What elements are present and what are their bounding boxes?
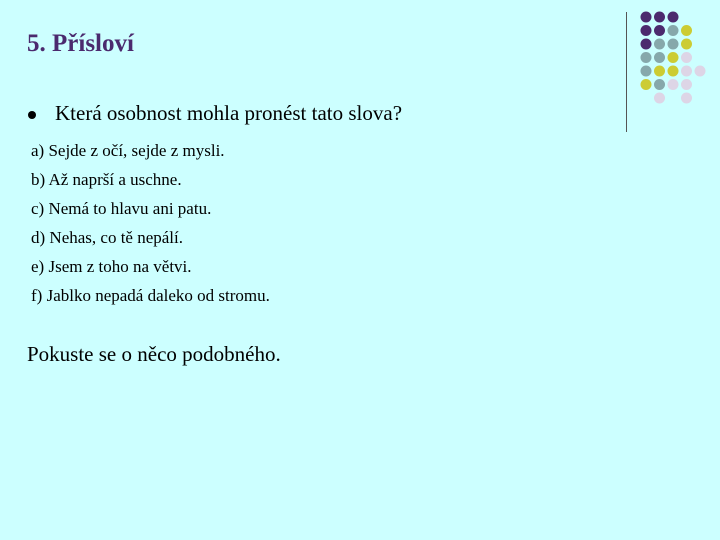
divider-line [626,12,627,132]
proverb-item: c) Nemá to hlavu ani patu. [31,199,212,218]
decor-dot [654,66,665,77]
decor-dot [654,39,665,50]
decor-dot [641,79,652,90]
decor-dot [668,39,679,50]
decor-dot [668,52,679,63]
bullet-icon [28,111,36,119]
decor-dot [681,93,692,104]
decor-dot [668,79,679,90]
decor-dot [641,66,652,77]
proverb-list [31,139,270,313]
decor-dot [668,12,679,23]
decor-dot [654,93,665,104]
decor-dot [641,39,652,50]
question-text: Která osobnost mohla pronést tato slova? [55,101,403,125]
decor-dot [681,25,692,36]
decor-dot [654,52,665,63]
decor-dot [681,79,692,90]
decor-dot [654,25,665,36]
decor-dot [654,12,665,23]
proverb-item: e) Jsem z toho na větvi. [31,257,192,276]
proverb-item: b) Až naprší a uschne. [31,170,182,189]
proverb-item: f) Jablko nepadá daleko od stromu. [31,286,270,305]
decor-dot [681,39,692,50]
question [28,101,402,126]
decor-dot [641,25,652,36]
decor-dot [695,66,706,77]
decor-dot [668,25,679,36]
decor-dot [641,52,652,63]
decor-dot [654,79,665,90]
slide-title: 5. Přísloví [27,30,134,57]
proverb-item: d) Nehas, co tě nepálí. [31,228,183,247]
proverb-item: a) Sejde z očí, sejde z mysli. [31,141,225,160]
decor-dot [668,66,679,77]
footer-text: Pokuste se o něco podobného. [27,342,281,366]
decor-dot [681,52,692,63]
decor-dot [641,12,652,23]
decor-dot [681,66,692,77]
